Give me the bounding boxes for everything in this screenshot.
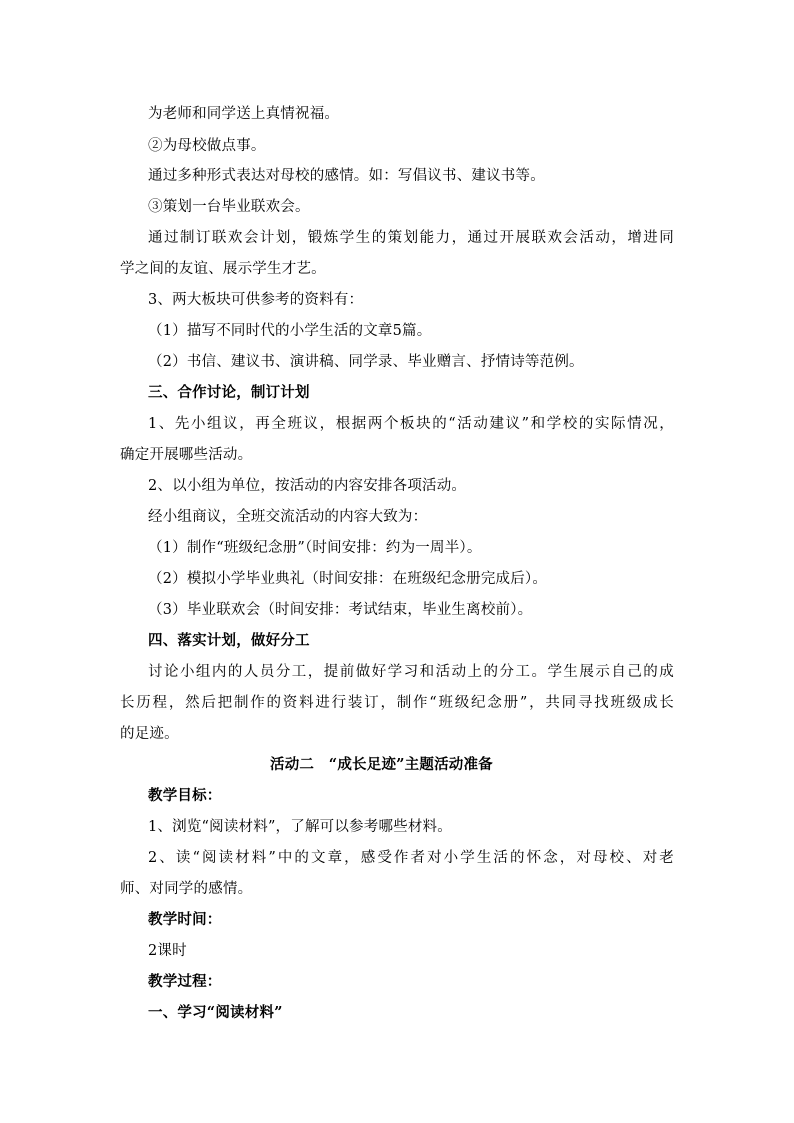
text-line: 3、两大板块可供参考的资料有：: [148, 292, 364, 308]
section-heading: 教学过程：: [148, 973, 222, 990]
section-heading: 一、学习“阅读材料”: [148, 1004, 283, 1021]
text-line: 的足迹。: [120, 726, 179, 742]
text-line: （1）描写不同时代的小学生活的文章5篇。: [148, 323, 432, 339]
section-heading: 教学时间：: [148, 911, 222, 928]
text-line: 1、浏览“阅读材料”，了解可以参考哪些材料。: [148, 819, 452, 835]
text-line: （2）模拟小学毕业典礼（时间安排：在班级纪念册完成后）。: [148, 571, 548, 587]
text-line: 讨论小组内的人员分工，提前做好学习和活动上的分工。学生展示自己的成: [148, 664, 674, 680]
text-line: 通过多种形式表达对母校的感情。如：写倡议书、建议书等。: [148, 168, 545, 184]
text-line: 长历程，然后把制作的资料进行装订，制作“班级纪念册”，共同寻找班级成长: [120, 695, 674, 711]
text-line: （2）书信、建议书、演讲稿、同学录、毕业赠言、抒情诗等范例。: [148, 354, 584, 370]
text-line: 2课时: [148, 943, 187, 959]
text-line: ③策划一台毕业联欢会。: [148, 199, 310, 215]
text-line: 学之间的友谊、展示学生才艺。: [120, 261, 326, 277]
text-line: 确定开展哪些活动。: [120, 447, 253, 463]
section-heading: 四、落实计划，做好分工: [148, 632, 310, 649]
text-line: ②为母校做点事。: [148, 138, 266, 154]
text-line: 2、以小组为单位，按活动的内容安排各项活动。: [148, 478, 467, 494]
text-line: （3）毕业联欢会（时间安排：考试结束，毕业生离校前）。: [148, 602, 533, 618]
section-heading: 三、合作讨论，制订计划: [148, 384, 310, 401]
text-line: 为老师和同学送上真情祝福。: [148, 106, 340, 122]
activity-title: 活动二 “成长足迹”主题活动准备: [270, 756, 493, 773]
text-line: 1、先小组议，再全班议，根据两个板块的“活动建议”和学校的实际情况，: [148, 416, 674, 432]
text-line: 经小组商议，全班交流活动的内容大致为：: [148, 509, 428, 525]
text-line: 师、对同学的感情。: [120, 881, 253, 897]
text-line: 2、读“阅读材料”中的文章，感受作者对小学生活的怀念，对母校、对老: [148, 850, 674, 866]
section-heading: 教学目标：: [148, 787, 222, 804]
text-line: （1）制作“班级纪念册”（时间安排：约为一周半）。: [148, 540, 482, 556]
text-line: 通过制订联欢会计划，锻炼学生的策划能力，通过开展联欢会活动，增进同: [148, 230, 674, 246]
